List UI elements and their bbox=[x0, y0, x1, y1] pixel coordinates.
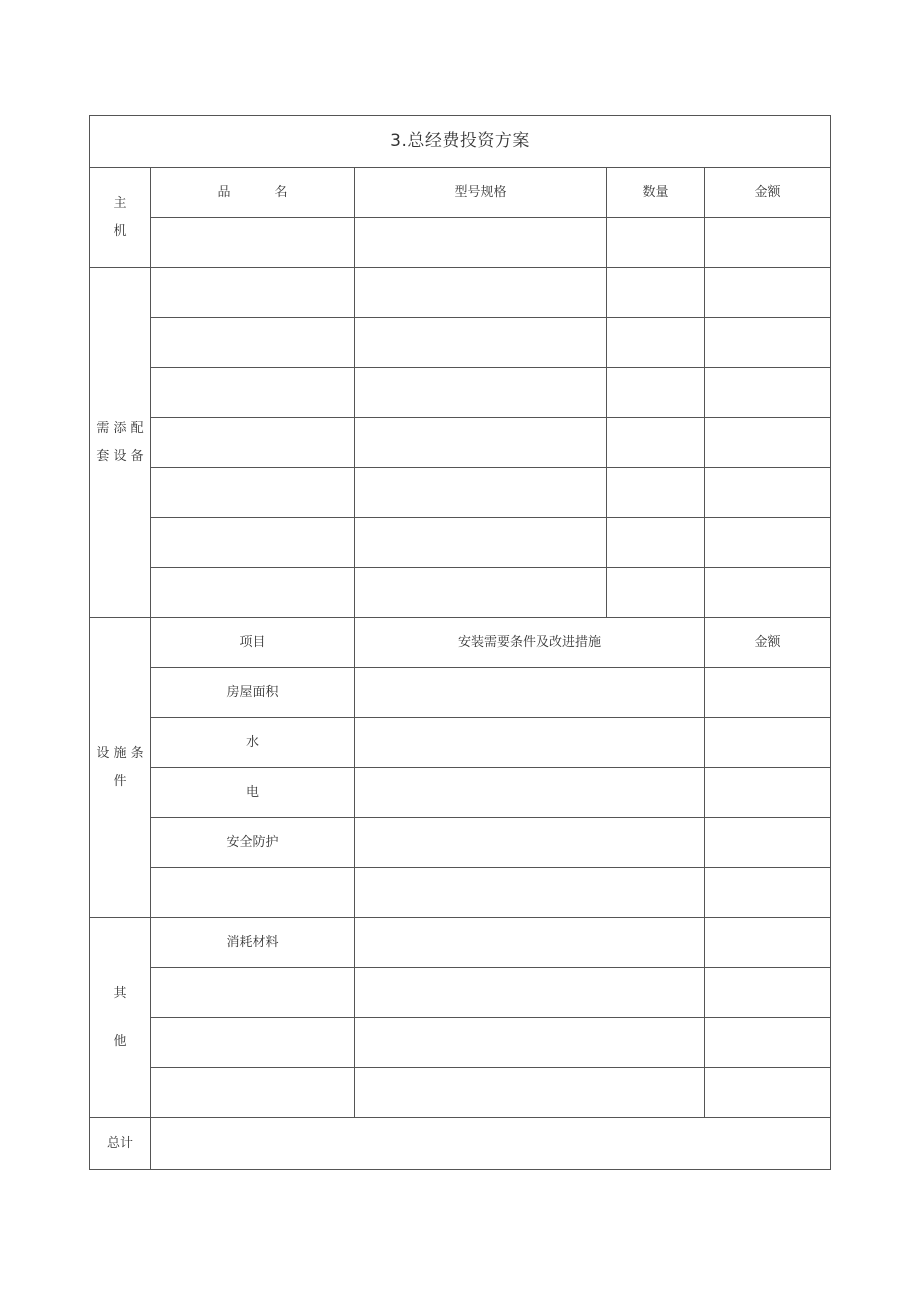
equipment-name-cell[interactable] bbox=[151, 418, 355, 468]
equipment-spec-cell[interactable] bbox=[355, 318, 607, 368]
other-item-label[interactable] bbox=[151, 1018, 355, 1068]
host-section-label bbox=[90, 168, 151, 268]
host-spec-cell[interactable] bbox=[355, 218, 607, 268]
facility-item-label: 水 bbox=[151, 718, 355, 768]
equipment-name-cell[interactable] bbox=[151, 368, 355, 418]
other-item-label[interactable] bbox=[151, 1068, 355, 1118]
facility-condition-cell[interactable] bbox=[355, 818, 705, 868]
other-amount-cell[interactable] bbox=[705, 918, 831, 968]
other-amount-cell[interactable] bbox=[705, 968, 831, 1018]
facility-item-label: 房屋面积 bbox=[151, 668, 355, 718]
equipment-name-cell[interactable] bbox=[151, 518, 355, 568]
header-spec: 型号规格 bbox=[355, 168, 607, 218]
facility-amount-cell[interactable] bbox=[705, 818, 831, 868]
host-label-line1: 主 bbox=[113, 195, 127, 211]
header-amount: 金额 bbox=[705, 168, 831, 218]
facility-condition-cell[interactable] bbox=[355, 668, 705, 718]
equipment-spec-cell[interactable] bbox=[355, 518, 607, 568]
equipment-amount-cell[interactable] bbox=[705, 418, 831, 468]
facility-amount-cell[interactable] bbox=[705, 718, 831, 768]
facility-label-line1: 设 施 条 bbox=[96, 745, 144, 761]
facility-amount-cell[interactable] bbox=[705, 868, 831, 918]
host-amount-cell[interactable] bbox=[705, 218, 831, 268]
other-amount-cell[interactable] bbox=[705, 1018, 831, 1068]
equipment-spec-cell[interactable] bbox=[355, 468, 607, 518]
header-name-part2: 名 bbox=[274, 185, 288, 200]
equipment-spec-cell[interactable] bbox=[355, 568, 607, 618]
equipment-name-cell[interactable] bbox=[151, 568, 355, 618]
facility-amount-cell[interactable] bbox=[705, 668, 831, 718]
other-detail-cell[interactable] bbox=[355, 918, 705, 968]
equipment-amount-cell[interactable] bbox=[705, 318, 831, 368]
facility-amount-cell[interactable] bbox=[705, 768, 831, 818]
equipment-qty-cell[interactable] bbox=[607, 318, 705, 368]
header-condition: 安装需要条件及改进措施 bbox=[355, 618, 705, 668]
facility-section-label bbox=[90, 618, 151, 918]
host-qty-cell[interactable] bbox=[607, 218, 705, 268]
table-title: 3.总经费投资方案 bbox=[90, 116, 831, 168]
equipment-amount-cell[interactable] bbox=[705, 268, 831, 318]
equipment-section-label bbox=[90, 268, 151, 618]
equipment-qty-cell[interactable] bbox=[607, 568, 705, 618]
facility-item-label[interactable] bbox=[151, 868, 355, 918]
other-item-label: 消耗材料 bbox=[151, 918, 355, 968]
other-detail-cell[interactable] bbox=[355, 1018, 705, 1068]
header-item: 项目 bbox=[151, 618, 355, 668]
equipment-spec-cell[interactable] bbox=[355, 368, 607, 418]
equipment-amount-cell[interactable] bbox=[705, 518, 831, 568]
equipment-spec-cell[interactable] bbox=[355, 268, 607, 318]
total-value-cell[interactable] bbox=[151, 1118, 831, 1170]
other-detail-cell[interactable] bbox=[355, 968, 705, 1018]
other-label-line1: 其 bbox=[113, 985, 127, 1001]
other-amount-cell[interactable] bbox=[705, 1068, 831, 1118]
other-detail-cell[interactable] bbox=[355, 1068, 705, 1118]
host-name-cell[interactable] bbox=[151, 218, 355, 268]
equipment-spec-cell[interactable] bbox=[355, 418, 607, 468]
equipment-qty-cell[interactable] bbox=[607, 418, 705, 468]
facility-condition-cell[interactable] bbox=[355, 718, 705, 768]
equipment-qty-cell[interactable] bbox=[607, 468, 705, 518]
facility-label-line2: 件 bbox=[113, 773, 127, 789]
header-qty: 数量 bbox=[607, 168, 705, 218]
total-label: 总计 bbox=[90, 1118, 151, 1170]
equipment-label-line1: 需 添 配 bbox=[96, 420, 144, 436]
facility-condition-cell[interactable] bbox=[355, 868, 705, 918]
equipment-qty-cell[interactable] bbox=[607, 368, 705, 418]
equipment-name-cell[interactable] bbox=[151, 468, 355, 518]
other-item-label[interactable] bbox=[151, 968, 355, 1018]
equipment-amount-cell[interactable] bbox=[705, 568, 831, 618]
equipment-label-line2: 套 设 备 bbox=[96, 448, 144, 464]
other-section-label bbox=[90, 918, 151, 1118]
facility-item-label: 电 bbox=[151, 768, 355, 818]
equipment-amount-cell[interactable] bbox=[705, 468, 831, 518]
facility-condition-cell[interactable] bbox=[355, 768, 705, 818]
header-name bbox=[151, 168, 355, 218]
equipment-name-cell[interactable] bbox=[151, 318, 355, 368]
other-label-line2: 他 bbox=[113, 1033, 127, 1049]
equipment-qty-cell[interactable] bbox=[607, 518, 705, 568]
equipment-name-cell[interactable] bbox=[151, 268, 355, 318]
host-label-line2: 机 bbox=[113, 223, 127, 239]
header-facility-amount: 金额 bbox=[705, 618, 831, 668]
investment-plan-table bbox=[89, 115, 831, 1170]
equipment-amount-cell[interactable] bbox=[705, 368, 831, 418]
header-name-part1: 品 bbox=[217, 185, 231, 200]
equipment-qty-cell[interactable] bbox=[607, 268, 705, 318]
facility-item-label: 安全防护 bbox=[151, 818, 355, 868]
